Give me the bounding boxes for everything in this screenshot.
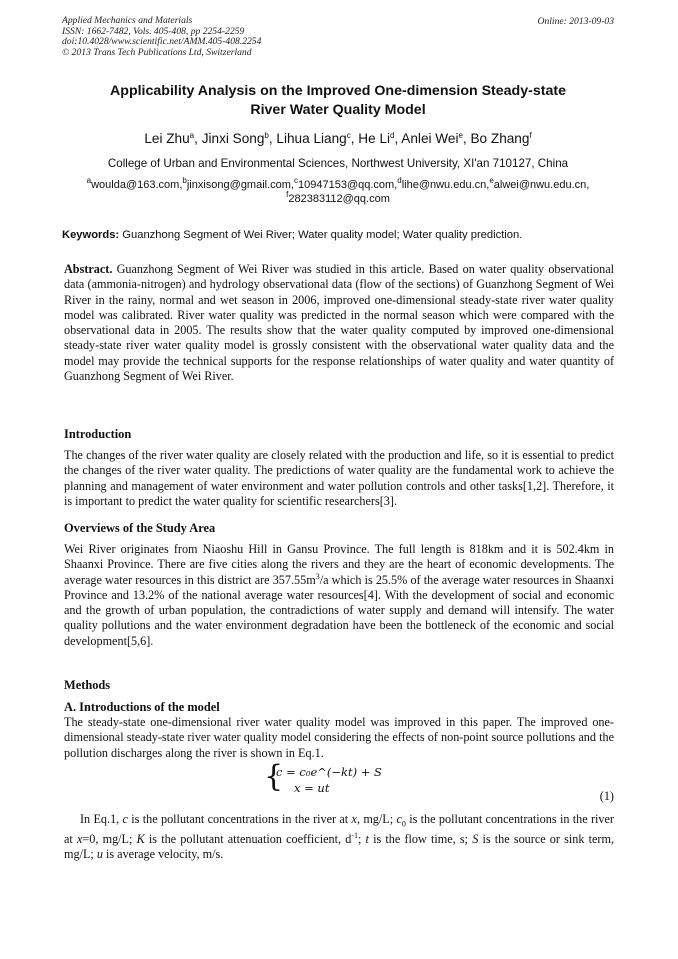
methods-text: The steady-state one-dimensional river water quality model was improved in this paper. The improved one-dimensional steady-state river water quality model considering the effects of non-point source pollutions and the pollution discharges along the river is shown in Eq.1. [64,715,614,760]
section-heading-methods: Methods [64,678,111,692]
equation-1 [264,759,382,800]
author: Anlei Wei$^e$ [401,131,463,146]
section-heading-overview: Overviews of the Study Area [64,521,216,535]
email: $^b$jinxisong@gmail.com, [182,176,294,191]
overview-text: Wei River originates from Niaoshu Hill in Gansu Province. The full length is 818km and it is 502.4km in Shaanxi Province. There are five cities along the rivers and they are the heart of economic developments. The average water resources in this district are $357.55m^3/a$ which is 25.5% of the average water resources in Shaanxi Province and 13.2% of the national average water resources[4]. With the development of social and economic and the growth of urban population, the contradictions of water supply and demand will intensify. The water quality pollutions and the water environment degradation have been the bottleneck of the economic and social development[5,6]. [64,542,614,648]
author-list: Lei Zhu$^a$, Jinxi Song$^b$, Lihua Liang$^c$, He Li$^d$, Anlei Wei$^e$, Bo Zhang$^f$ [144,131,532,146]
doi-line: doi:10.4028/www.scientific.net/AMM.405-408.2254 [62,36,262,48]
title-line-2: River Water Quality Model [250,102,426,118]
introduction-text: The changes of the river water quality are closely related with the production and life, so it is essential to predict the changes of the river water quality. The predictions of water quality are the fundamental work to achieve the planning and management of water environment and water pollution controls and other tasks[1,2]. Therefore, it is important to predict the water quality for scientific researchers[3]. [64,448,614,508]
title-line-1: Applicability Analysis on the Improved One-dimension Steady-state [110,83,566,99]
section-heading-introduction: Introduction [64,427,132,441]
email-list [62,178,614,206]
equation-explanation: In Eq.1, c is the pollutant concentrations in the river at x, mg/L; $c_0$ is the pollutant concentrations in the river at x=0, mg/L; K is the pollutant attenuation coefficient, $d^{-1}$; t is the flow time, s; S is the source or sink term, mg/L; u is average velocity, m/s. [64,812,615,862]
online-date: Online: 2013-09-03 [537,16,614,27]
email: $^f$282383112@qq.com [286,190,390,205]
affiliation: College of Urban and Environmental Sciences, Northwest University, XI'an 710127, China [107,157,569,170]
email: $^e$alwei@nwu.edu.cn, [489,176,590,191]
keywords [62,229,614,241]
keywords-label: Keywords: [62,229,120,241]
journal-header [62,16,261,58]
email: $^c$10947153@qq.com, [294,176,398,191]
copyright-line: © 2013 Trans Tech Publications Ltd, Switzerland [62,46,252,58]
author: He Li$^d$ [358,131,395,146]
equation-line-2: x = ut [294,781,330,795]
equation-line-1: c = c₀e^(−kt) + S [276,765,382,779]
keywords-text: Guanzhong Segment of Wei River; Water quality model; Water quality prediction. [119,229,523,241]
author: Lihua Liang$^c$ [276,131,351,146]
author: Jinxi Song$^b$ [201,131,269,146]
abstract [64,262,614,384]
equation-number: (1) [599,789,614,803]
author: Lei Zhu$^a$ [144,131,195,146]
abstract-label: Abstract. [64,262,113,276]
subsection-heading-model: A. Introductions of the model [64,700,220,714]
abstract-text: Guanzhong Segment of Wei River was studied in this article. Based on water quality observational data (ammonia-nitrogen) and hydrology observational data (flow of the sections) of Guanzhong Segment of Wei River in the rainy, normal and wet season in 2006, improved one-dimensional steady-state river water quality model was calibrated. River water quality was predicted in the normal season which were compared with the observational data in 2005. The results show that the water quality computed by improved one-dimensional steady-state river water quality model is grossly consistent with the observational water quality data and the model may provide the technical supports for the response relationships of water quality and water quantity of Guanzhong Segment of Wei River. [64,262,614,384]
equation-brace: { [264,759,284,794]
author: Bo Zhang$^f$ [470,131,532,146]
email: $^a$woulda@163.com, [86,176,183,191]
journal-name: Applied Mechanics and Materials [62,15,193,26]
paper-title [62,82,614,120]
issn-line: ISSN: 1662-7482, Vols. 405-408, pp 2254-2259 [62,25,245,37]
email: $^d$lihe@nwu.edu.cn, [397,176,490,191]
